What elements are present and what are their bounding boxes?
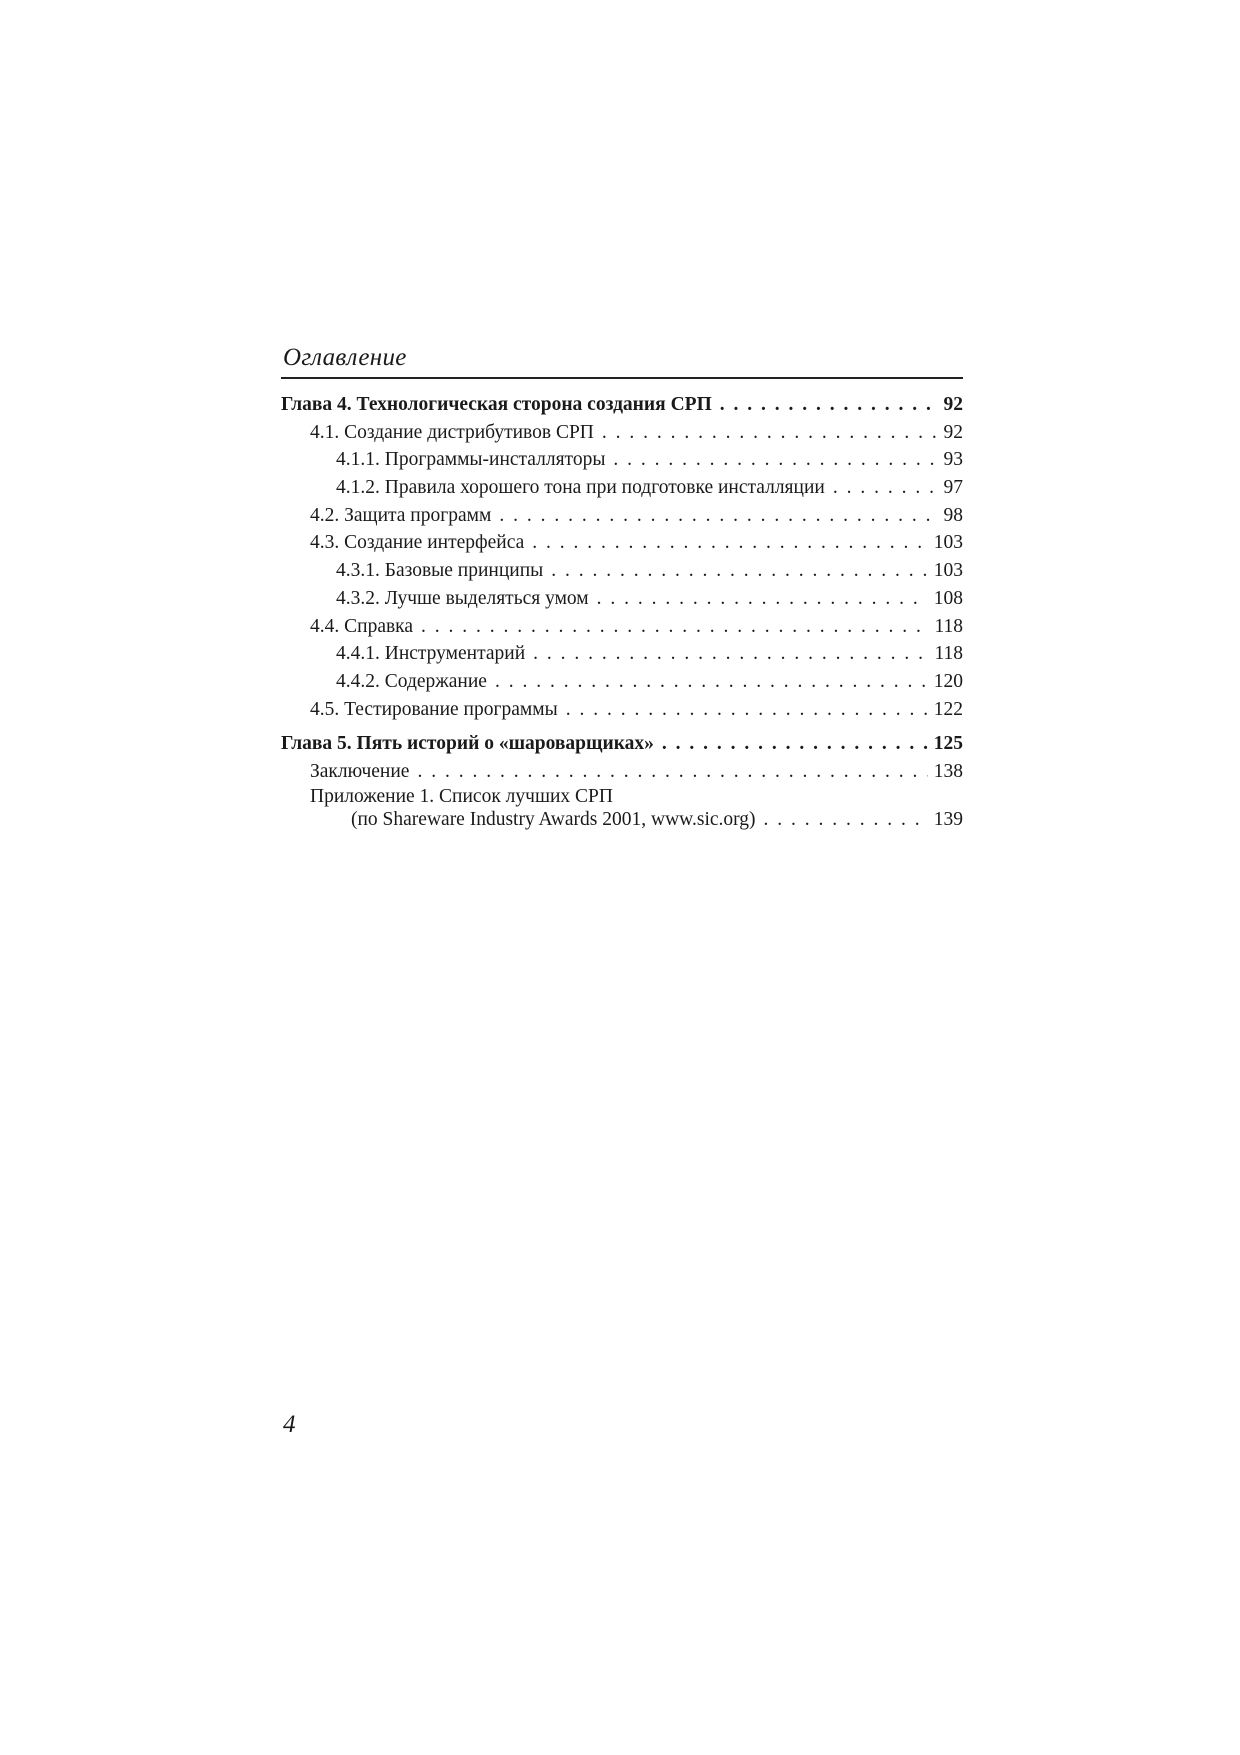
- toc-entry-4-3-1: [281, 557, 963, 585]
- toc-entry-appendix-1: [281, 786, 963, 808]
- toc-entry-4-4-1: [281, 640, 963, 668]
- dot-leader: [720, 391, 938, 419]
- toc-entry-appendix-1-continued: [281, 808, 963, 832]
- toc-entry-page: 103: [933, 532, 963, 554]
- toc-entry-label: 4.1. Создание дистрибутивов СРП: [310, 421, 594, 443]
- toc-entry-label-continued: (по Shareware Industry Awards 2001, www.sic.org): [351, 808, 756, 830]
- toc-entry-label: 4.5. Тестирование программы: [310, 698, 558, 720]
- table-of-contents: [281, 391, 963, 832]
- toc-entry-page: 98: [943, 504, 963, 526]
- toc-entry-chapter-5: [281, 730, 963, 758]
- dot-leader: [533, 640, 928, 668]
- toc-entry-4-3: [281, 529, 963, 557]
- toc-entry-label: 4.2. Защита программ: [310, 504, 492, 526]
- dot-leader: [551, 557, 928, 585]
- toc-entry-label: Глава 4. Технологическая сторона создания СРП: [281, 394, 712, 415]
- toc-entry-page: 92: [943, 394, 963, 415]
- toc-entry-4-5: [281, 696, 963, 724]
- toc-entry-label: 4.4.2. Содержание: [336, 670, 487, 692]
- toc-entry-label: Глава 5. Пять историй о «шароварщиках»: [281, 733, 654, 755]
- dot-leader: [421, 613, 928, 641]
- dot-leader: [417, 758, 927, 786]
- dot-leader: [602, 419, 938, 447]
- toc-entry-page: 103: [933, 560, 963, 582]
- toc-entry-4-3-2: [281, 585, 963, 613]
- toc-entry-4-4-2: [281, 668, 963, 696]
- toc-entry-label: 4.4. Справка: [310, 615, 414, 637]
- dot-leader: [495, 668, 928, 696]
- page-number: 4: [283, 1411, 296, 1438]
- toc-entry-page: 97: [943, 477, 963, 499]
- toc-entry-label: 4.1.1. Программы-инсталляторы: [336, 449, 606, 471]
- toc-entry-page: 120: [933, 670, 963, 692]
- toc-entry-label: 4.1.2. Правила хорошего тона при подготовке инсталляции: [336, 477, 825, 499]
- toc-entry-4-2: [281, 502, 963, 530]
- toc-entry-page: 122: [933, 698, 963, 720]
- dot-leader: [613, 446, 937, 474]
- toc-entry-label: 4.3. Создание интерфейса: [310, 532, 525, 554]
- toc-entry-chapter-4: [281, 391, 963, 419]
- toc-entry-conclusion: [281, 758, 963, 786]
- running-head-title: Оглавление: [283, 344, 407, 371]
- toc-entry-page: 138: [933, 760, 963, 782]
- dot-leader: [532, 529, 927, 557]
- toc-entry-label: 4.4.1. Инструментарий: [336, 643, 526, 665]
- toc-entry-label: 4.3.1. Базовые принципы: [336, 560, 544, 582]
- toc-entry-label: Заключение: [310, 760, 410, 782]
- toc-entry-page: 118: [934, 615, 963, 637]
- toc-entry-label: 4.3.2. Лучше выделяться умом: [336, 587, 589, 609]
- dot-leader: [833, 474, 938, 502]
- dot-leader: [499, 502, 937, 530]
- toc-entry-page: 93: [943, 449, 963, 471]
- dot-leader: [566, 696, 928, 724]
- toc-entry-page: 118: [934, 643, 963, 665]
- toc-entry-page: 92: [943, 421, 963, 443]
- toc-entry-4-1: [281, 419, 963, 447]
- toc-entry-page: 139: [933, 808, 963, 830]
- dot-leader: [764, 808, 928, 832]
- toc-entry-4-1-1: [281, 446, 963, 474]
- toc-entry-page: 125: [933, 733, 963, 755]
- running-head: [281, 337, 963, 379]
- toc-entry-4-4: [281, 613, 963, 641]
- dot-leader: [597, 585, 928, 613]
- toc-entry-4-1-2: [281, 474, 963, 502]
- toc-entry-page: 108: [933, 587, 963, 609]
- dot-leader: [662, 730, 928, 758]
- toc-entry-label: Приложение 1. Список лучших СРП: [310, 785, 613, 807]
